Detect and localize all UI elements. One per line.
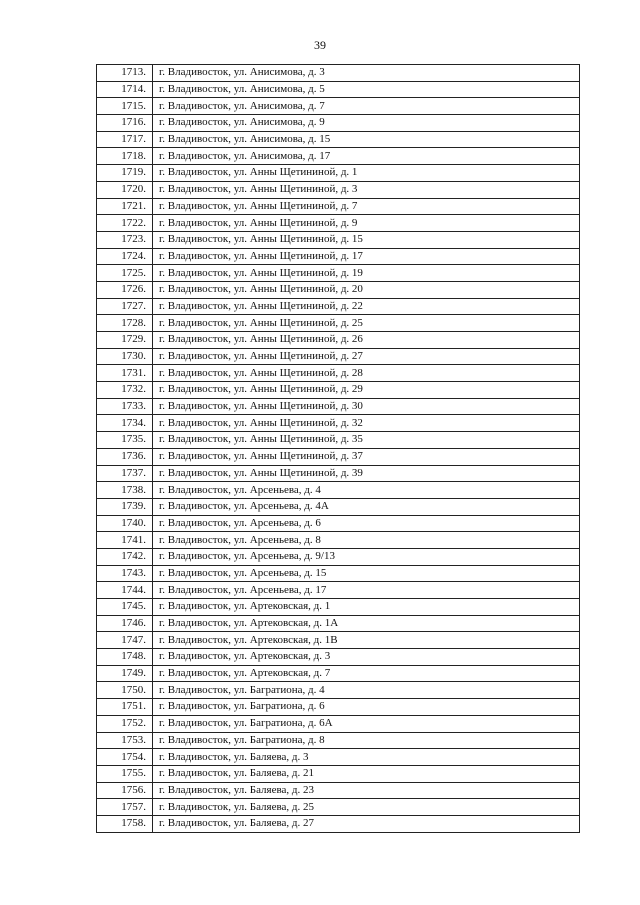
row-number: 1749.: [97, 665, 153, 682]
row-address: г. Владивосток, ул. Артековская, д. 3: [153, 649, 580, 666]
address-table-body: [97, 65, 580, 833]
row-number: 1751.: [97, 699, 153, 716]
table-row: [97, 565, 580, 582]
table-row: [97, 432, 580, 449]
row-address: г. Владивосток, ул. Анны Щетининой, д. 29: [153, 382, 580, 399]
table-row: [97, 148, 580, 165]
table-row: [97, 665, 580, 682]
table-row: [97, 615, 580, 632]
row-number: 1738.: [97, 482, 153, 499]
row-number: 1729.: [97, 332, 153, 349]
table-row: [97, 582, 580, 599]
table-row: [97, 231, 580, 248]
row-address: г. Владивосток, ул. Баляева, д. 3: [153, 749, 580, 766]
row-address: г. Владивосток, ул. Багратиона, д. 8: [153, 732, 580, 749]
row-number: 1715.: [97, 98, 153, 115]
row-number: 1758.: [97, 815, 153, 832]
row-address: г. Владивосток, ул. Артековская, д. 1: [153, 599, 580, 616]
table-row: [97, 799, 580, 816]
row-address: г. Владивосток, ул. Анны Щетининой, д. 9: [153, 215, 580, 232]
row-number: 1719.: [97, 165, 153, 182]
row-number: 1753.: [97, 732, 153, 749]
row-address: г. Владивосток, ул. Анны Щетининой, д. 27: [153, 348, 580, 365]
row-address: г. Владивосток, ул. Анисимова, д. 9: [153, 115, 580, 132]
table-row: [97, 815, 580, 832]
row-address: г. Владивосток, ул. Баляева, д. 23: [153, 782, 580, 799]
table-row: [97, 65, 580, 82]
row-address: г. Владивосток, ул. Анисимова, д. 17: [153, 148, 580, 165]
row-address: г. Владивосток, ул. Артековская, д. 1В: [153, 632, 580, 649]
row-address: г. Владивосток, ул. Багратиона, д. 6: [153, 699, 580, 716]
row-number: 1750.: [97, 682, 153, 699]
row-number: 1747.: [97, 632, 153, 649]
row-number: 1741.: [97, 532, 153, 549]
table-row: [97, 465, 580, 482]
row-address: г. Владивосток, ул. Арсеньева, д. 6: [153, 515, 580, 532]
row-address: г. Владивосток, ул. Анны Щетининой, д. 1: [153, 165, 580, 182]
row-number: 1732.: [97, 382, 153, 399]
row-address: г. Владивосток, ул. Анисимова, д. 5: [153, 81, 580, 98]
table-row: [97, 131, 580, 148]
row-address: г. Владивосток, ул. Анны Щетининой, д. 19: [153, 265, 580, 282]
table-row: [97, 715, 580, 732]
row-number: 1757.: [97, 799, 153, 816]
row-number: 1726.: [97, 281, 153, 298]
row-address: г. Владивосток, ул. Анны Щетининой, д. 25: [153, 315, 580, 332]
row-address: г. Владивосток, ул. Багратиона, д. 4: [153, 682, 580, 699]
row-address: г. Владивосток, ул. Багратиона, д. 6А: [153, 715, 580, 732]
table-row: [97, 81, 580, 98]
row-number: 1755.: [97, 765, 153, 782]
row-address: г. Владивосток, ул. Анны Щетининой, д. 37: [153, 448, 580, 465]
row-number: 1754.: [97, 749, 153, 766]
row-address: г. Владивосток, ул. Анны Щетининой, д. 3: [153, 181, 580, 198]
row-address: г. Владивосток, ул. Арсеньева, д. 15: [153, 565, 580, 582]
row-address: г. Владивосток, ул. Анны Щетининой, д. 15: [153, 231, 580, 248]
page-number: 39: [314, 38, 326, 52]
table-row: [97, 332, 580, 349]
row-address: г. Владивосток, ул. Артековская, д. 7: [153, 665, 580, 682]
table-row: [97, 298, 580, 315]
row-number: 1748.: [97, 649, 153, 666]
row-number: 1722.: [97, 215, 153, 232]
table-row: [97, 732, 580, 749]
row-address: г. Владивосток, ул. Арсеньева, д. 8: [153, 532, 580, 549]
row-number: 1733.: [97, 398, 153, 415]
row-number: 1752.: [97, 715, 153, 732]
row-address: г. Владивосток, ул. Анны Щетининой, д. 32: [153, 415, 580, 432]
row-number: 1730.: [97, 348, 153, 365]
row-address: г. Владивосток, ул. Анны Щетининой, д. 35: [153, 432, 580, 449]
row-number: 1720.: [97, 181, 153, 198]
row-address: г. Владивосток, ул. Анны Щетининой, д. 39: [153, 465, 580, 482]
row-number: 1716.: [97, 115, 153, 132]
table-row: [97, 315, 580, 332]
row-address: г. Владивосток, ул. Баляева, д. 27: [153, 815, 580, 832]
table-row: [97, 548, 580, 565]
row-number: 1746.: [97, 615, 153, 632]
table-row: [97, 632, 580, 649]
table-row: [97, 515, 580, 532]
row-address: г. Владивосток, ул. Арсеньева, д. 4: [153, 482, 580, 499]
row-number: 1742.: [97, 548, 153, 565]
table-row: [97, 181, 580, 198]
table-row: [97, 532, 580, 549]
row-number: 1723.: [97, 231, 153, 248]
address-table: [96, 64, 580, 833]
table-row: [97, 265, 580, 282]
row-number: 1756.: [97, 782, 153, 799]
row-address: г. Владивосток, ул. Анны Щетининой, д. 20: [153, 281, 580, 298]
row-number: 1718.: [97, 148, 153, 165]
row-number: 1744.: [97, 582, 153, 599]
table-row: [97, 165, 580, 182]
row-number: 1739.: [97, 498, 153, 515]
row-number: 1735.: [97, 432, 153, 449]
row-number: 1713.: [97, 65, 153, 82]
row-number: 1731.: [97, 365, 153, 382]
table-row: [97, 448, 580, 465]
table-row: [97, 248, 580, 265]
row-number: 1743.: [97, 565, 153, 582]
table-row: [97, 649, 580, 666]
row-address: г. Владивосток, ул. Анисимова, д. 15: [153, 131, 580, 148]
row-number: 1725.: [97, 265, 153, 282]
row-address: г. Владивосток, ул. Анисимова, д. 3: [153, 65, 580, 82]
row-address: г. Владивосток, ул. Артековская, д. 1А: [153, 615, 580, 632]
row-number: 1721.: [97, 198, 153, 215]
row-address: г. Владивосток, ул. Арсеньева, д. 17: [153, 582, 580, 599]
row-address: г. Владивосток, ул. Анисимова, д. 7: [153, 98, 580, 115]
row-address: г. Владивосток, ул. Баляева, д. 21: [153, 765, 580, 782]
table-row: [97, 348, 580, 365]
row-address: г. Владивосток, ул. Арсеньева, д. 9/13: [153, 548, 580, 565]
table-row: [97, 398, 580, 415]
table-row: [97, 215, 580, 232]
table-row: [97, 699, 580, 716]
row-number: 1728.: [97, 315, 153, 332]
row-address: г. Владивосток, ул. Арсеньева, д. 4А: [153, 498, 580, 515]
table-row: [97, 281, 580, 298]
row-number: 1736.: [97, 448, 153, 465]
row-number: 1724.: [97, 248, 153, 265]
table-row: [97, 382, 580, 399]
row-address: г. Владивосток, ул. Анны Щетининой, д. 22: [153, 298, 580, 315]
table-row: [97, 749, 580, 766]
row-number: 1745.: [97, 599, 153, 616]
row-address: г. Владивосток, ул. Баляева, д. 25: [153, 799, 580, 816]
row-address: г. Владивосток, ул. Анны Щетининой, д. 26: [153, 332, 580, 349]
table-row: [97, 365, 580, 382]
row-number: 1737.: [97, 465, 153, 482]
table-row: [97, 482, 580, 499]
row-address: г. Владивосток, ул. Анны Щетининой, д. 17: [153, 248, 580, 265]
row-number: 1714.: [97, 81, 153, 98]
table-row: [97, 498, 580, 515]
row-address: г. Владивосток, ул. Анны Щетининой, д. 30: [153, 398, 580, 415]
table-row: [97, 115, 580, 132]
row-address: г. Владивосток, ул. Анны Щетининой, д. 28: [153, 365, 580, 382]
row-number: 1717.: [97, 131, 153, 148]
table-row: [97, 765, 580, 782]
table-row: [97, 415, 580, 432]
table-row: [97, 599, 580, 616]
table-row: [97, 682, 580, 699]
table-row: [97, 98, 580, 115]
row-number: 1740.: [97, 515, 153, 532]
row-address: г. Владивосток, ул. Анны Щетининой, д. 7: [153, 198, 580, 215]
row-number: 1727.: [97, 298, 153, 315]
row-number: 1734.: [97, 415, 153, 432]
table-row: [97, 198, 580, 215]
table-row: [97, 782, 580, 799]
